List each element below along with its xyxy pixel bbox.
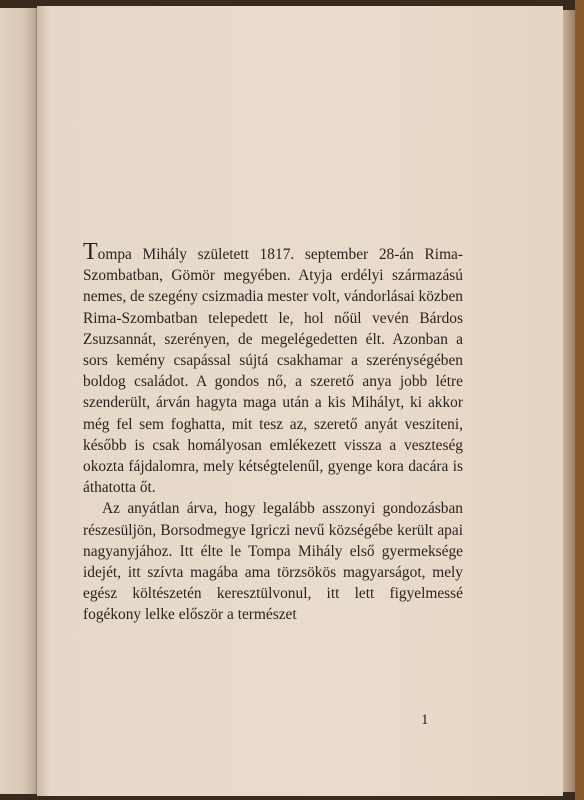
paragraph-1-text: ompa Mihály született 1817. september 28-án Rima-Szombatban, Gömör megyében. Atyja erdélyi származású nemes, de szegény csizmadia mester volt, vándorlásai közben Rima-Szombatban telepedett le, hol nőül vevén Bárdos Zsuzsannát, szerényen, de megelégedetten élt. Azonban a sors kemény csapással sújtá csakhamar a szerénységében boldog családot. A gondos nő, a szerető anya jobb létre szenderült, árván hagyta maga után a kis Mihályt, ki akkor még fel sem foghatta, mit tesz az, szerető anyát vesziteni, később is csak homályosan emlékezett vissza a veszteség okozta fájdalomra, mely kétségtelenűl, gyenge kora dacára is áthatotta őt. [83,246,463,497]
facing-page-edge [0,8,37,794]
paragraph-2: Az anyátlan árva, hogy legalább asszonyi gondozásban részesüljön, Borsodmegye Igriczi nevű községébe került apai nagyanyjához. Itt élte le Tompa Mihály első gyermeksége idejét, itt szívta magába ama törzsökös magyarságot, mely egész költészetén keresztülvonul, itt lett figyelmessé fogékony lelke először a természet [83,500,463,624]
drop-cap: T [83,239,98,265]
body-text [83,239,463,626]
book-cover-edge [575,0,584,800]
page-number: 1 [421,712,429,728]
page-stack-edge [563,10,575,792]
paragraph-1 [83,239,463,498]
